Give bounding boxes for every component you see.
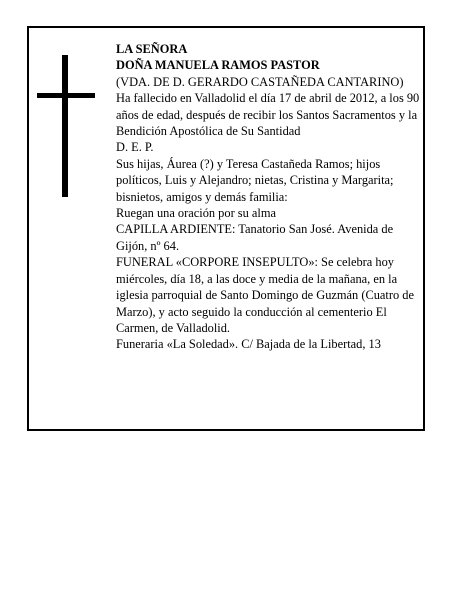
chapel-info: CAPILLA ARDIENTE: Tanatorio San José. Avenida de Gijón, nº 64.	[116, 222, 394, 253]
rip-abbreviation: D. E. P.	[116, 140, 154, 155]
funeral-info: FUNERAL «CORPORE INSEPULTO»: Se celebra hoy miércoles, día 18, a las doce y media de la mañana, en la iglesia parroquial de Santo Domingo de Guzmán (Cuatro de Marzo), y acto seguido la conducción al cementerio El Carmen, de Valladolid.	[116, 255, 414, 335]
funeral-home: Funeraria «La Soledad». C/ Bajada de la Libertad, 13	[116, 337, 381, 352]
widow-of: (VDA. DE D. GERARDO CASTAÑEDA CANTARINO)	[116, 74, 404, 89]
cross-vertical-bar	[62, 55, 68, 197]
cross-horizontal-bar	[37, 93, 95, 98]
notice-text	[116, 41, 421, 353]
obituary-notice	[27, 26, 425, 431]
deceased-name: DOÑA MANUELA RAMOS PASTOR	[116, 58, 320, 73]
family-list: Sus hijas, Áurea (?) y Teresa Castañeda Ramos; hijos políticos, Luis y Alejandro; nietas, Cristina y Margarita; bisnietos, amigos y demás familia:	[116, 156, 394, 204]
death-statement: Ha fallecido en Valladolid el día 17 de abril de 2012, a los 90 años de edad, después de recibir los Santos Sacramentos y la Bendición Apostólica de Su Santidad	[116, 91, 420, 139]
notice-title: LA SEÑORA	[116, 42, 188, 56]
latin-cross-icon	[37, 55, 95, 197]
prayer-request: Ruegan una oración por su alma	[116, 206, 276, 221]
